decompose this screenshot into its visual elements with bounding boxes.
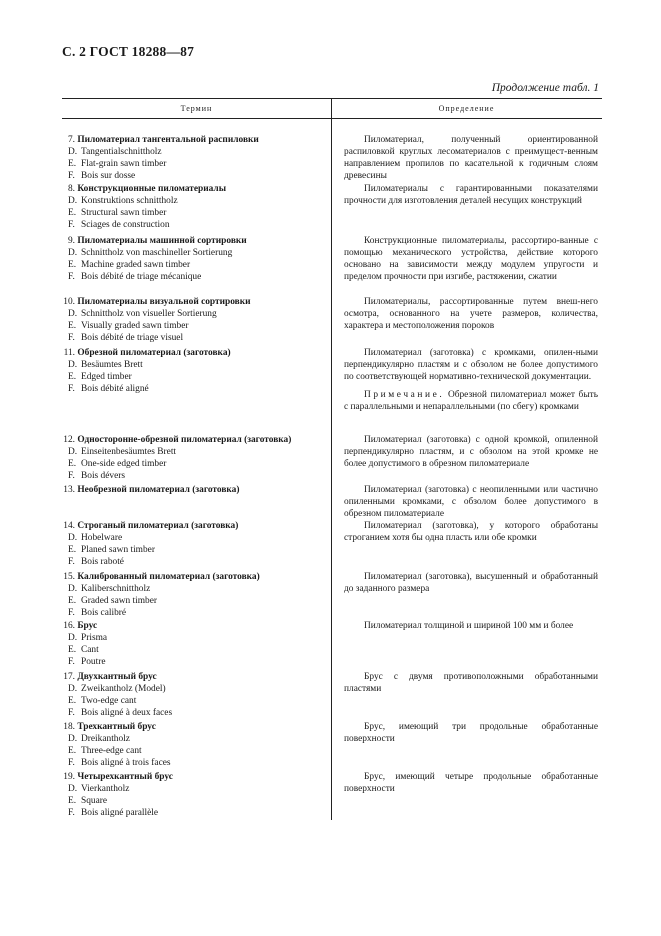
term-fr: F. Bois calibré bbox=[68, 608, 127, 619]
term-fr: F. Bois débité de triage mécanique bbox=[68, 272, 202, 283]
term-names bbox=[62, 434, 330, 482]
term-fr: F. Bois aligné à deux faces bbox=[68, 708, 173, 719]
term-definition: Брус, имеющий три продольные обработанные поверхности bbox=[344, 722, 598, 745]
term-ru: 8. Конструкционные пиломатериалы bbox=[67, 184, 227, 194]
term-ru: 14. Строганый пиломатериал (заготовка) bbox=[63, 521, 239, 531]
term-de: D. Vierkantholz bbox=[68, 784, 130, 795]
term-en: E. Planed sawn timber bbox=[68, 545, 155, 556]
term-fr: F. Bois aligné parallèle bbox=[68, 808, 159, 819]
term-names bbox=[62, 571, 330, 619]
term-en: E. One-side edged timber bbox=[68, 459, 167, 470]
term-names bbox=[62, 620, 330, 668]
term-de: D. Einseitenbesäumtes Brett bbox=[68, 447, 177, 458]
term-en: E. Visually graded sawn timber bbox=[68, 321, 189, 332]
term-ru: 17. Двухкантный брус bbox=[63, 672, 157, 682]
term-ru: 12. Одностороннe-обрезной пиломатериал (заготовка) bbox=[63, 435, 292, 445]
term-en: E. Two-edge cant bbox=[68, 696, 137, 707]
term-de: D. Konstruktions schnittholz bbox=[68, 196, 178, 207]
term-definition: Пиломатериал (заготовка) с одной кромкой, опиленной перпендикулярно пластям, и с обзолом на этой кромке не более допустимого в обрезном пиломатериале bbox=[344, 435, 598, 470]
term-en: E. Flat-grain sawn timber bbox=[68, 159, 167, 170]
term-definition: Пиломатериалы с гарантированными показателями прочности для изготовления деталей несущих конструкций bbox=[344, 184, 598, 207]
term-definition: Конструкционные пиломатериалы, рассортиро-ванные с помощью механического устройства, действие которого основано на зависимости между модулем упругости и пределом прочности при изгибе, растяжении, сжатии bbox=[344, 236, 598, 283]
column-header-definition: Определение bbox=[438, 104, 495, 113]
term-de: D. Prisma bbox=[68, 633, 108, 644]
term-de: D. Tangentialschnittholz bbox=[68, 147, 162, 158]
term-fr: F. Bois débité aligné bbox=[68, 384, 149, 395]
term-de: D. Kaliberschnittholz bbox=[68, 584, 151, 595]
term-de: D. Schnittholz von visueller Sortierung bbox=[68, 309, 217, 320]
term-ru: 15. Калиброванный пиломатериал (заготовка) bbox=[63, 572, 260, 582]
term-fr: F. Bois aligné à trois faces bbox=[68, 758, 171, 769]
term-definition: Брус с двумя противоположными обработанными пластями bbox=[344, 672, 598, 695]
term-names bbox=[62, 721, 330, 769]
term-fr: F. Sciages de construction bbox=[68, 220, 170, 231]
term-ru: 10. Пиломатериалы визуальной сортировки bbox=[63, 297, 251, 307]
term-names bbox=[62, 771, 330, 819]
term-de: D. Zweikantholz (Model) bbox=[68, 684, 166, 695]
term-definition: Пиломатериал (заготовка) с кромками, опилен-ными перпендикулярно пластям и с обзолом не более допустимого по соответствующей нормативно-технической документации. Примечание. Обрезной пиломатериал может быть с параллельными и непараллельными (по сбегу) кромками bbox=[344, 348, 598, 413]
term-names bbox=[62, 235, 330, 283]
term-en: E. Edged timber bbox=[68, 372, 132, 383]
term-names bbox=[62, 671, 330, 719]
term-de: D. Schnittholz von maschineller Sortierung bbox=[68, 248, 233, 259]
term-names bbox=[62, 134, 330, 182]
term-names bbox=[62, 347, 330, 395]
term-definition: Пиломатериалы, рассортированные путем внеш-него осмотра, основанного на учете размеров, количества, характера и местоположения пороков bbox=[344, 297, 598, 332]
column-header-term: Термин bbox=[180, 104, 213, 113]
table-header-rule bbox=[62, 118, 602, 119]
term-note: Примечание. Обрезной пиломатериал может быть с параллельными и непараллельными (по сбегу) кромками bbox=[344, 390, 598, 413]
term-ru: 18. Трехкантный брус bbox=[63, 722, 156, 732]
table-top-rule bbox=[62, 98, 602, 99]
term-ru: 9. Пиломатериалы машинной сортировки bbox=[67, 236, 247, 246]
column-divider bbox=[331, 98, 332, 820]
term-definition: Пиломатериал толщиной и шириной 100 мм и более bbox=[364, 621, 574, 631]
term-fr: F. Bois débité de triage visuel bbox=[68, 333, 184, 344]
term-ru: 19. Четырехкантный брус bbox=[63, 772, 173, 782]
page-header: С. 2 ГОСТ 18288—87 bbox=[62, 44, 195, 59]
term-de: D. Besäumtes Brett bbox=[68, 360, 143, 371]
term-definition: Пиломатериал (заготовка), высушенный и обработанный до заданного размера bbox=[344, 572, 598, 595]
term-ru: 16. Брус bbox=[63, 621, 98, 631]
table-continuation-label: Продолжение табл. 1 bbox=[491, 82, 599, 94]
term-en: E. Structural sawn timber bbox=[68, 208, 167, 219]
term-ru: 7. Пиломатериал тангентальной распиловки bbox=[67, 135, 259, 145]
term-definition: Пиломатериал, полученный ориентированной распиловкой круглых лесоматериалов с преимущест-венным направлением пропилов по касательной к годичным слоям древесины bbox=[344, 135, 598, 182]
term-names bbox=[62, 484, 330, 496]
term-fr: F. Bois sur dosse bbox=[68, 171, 136, 182]
term-definition: Брус, имеющий четыре продольные обработанные поверхности bbox=[344, 772, 598, 795]
term-de: D. Hobelware bbox=[68, 533, 123, 544]
term-names bbox=[62, 520, 330, 568]
term-fr: F. Bois dévers bbox=[68, 471, 126, 482]
term-fr: F. Bois raboté bbox=[68, 557, 124, 568]
term-names bbox=[62, 296, 330, 344]
term-en: E. Machine graded sawn timber bbox=[68, 260, 191, 271]
term-definition: Пиломатериал (заготовка), у которого обработаны строганием хотя бы одна пласть или обе кромки bbox=[344, 521, 598, 544]
term-en: E. Graded sawn timber bbox=[68, 596, 158, 607]
term-names bbox=[62, 183, 330, 231]
term-ru: 13. Необрезной пиломатериал (заготовка) bbox=[63, 485, 240, 495]
term-en: E. Three-edge cant bbox=[68, 746, 142, 757]
term-fr: F. Poutre bbox=[68, 657, 106, 668]
term-de: D. Dreikantholz bbox=[68, 734, 130, 745]
term-definition: Пиломатериал (заготовка) с неопиленными или частично опиленными кромками, с обзолом более допустимого в обрезном пиломатериале bbox=[344, 485, 598, 520]
term-ru: 11. Обрезной пиломатериал (заготовка) bbox=[63, 348, 231, 358]
term-en: E. Cant bbox=[68, 645, 99, 656]
term-en: E. Square bbox=[68, 796, 108, 807]
